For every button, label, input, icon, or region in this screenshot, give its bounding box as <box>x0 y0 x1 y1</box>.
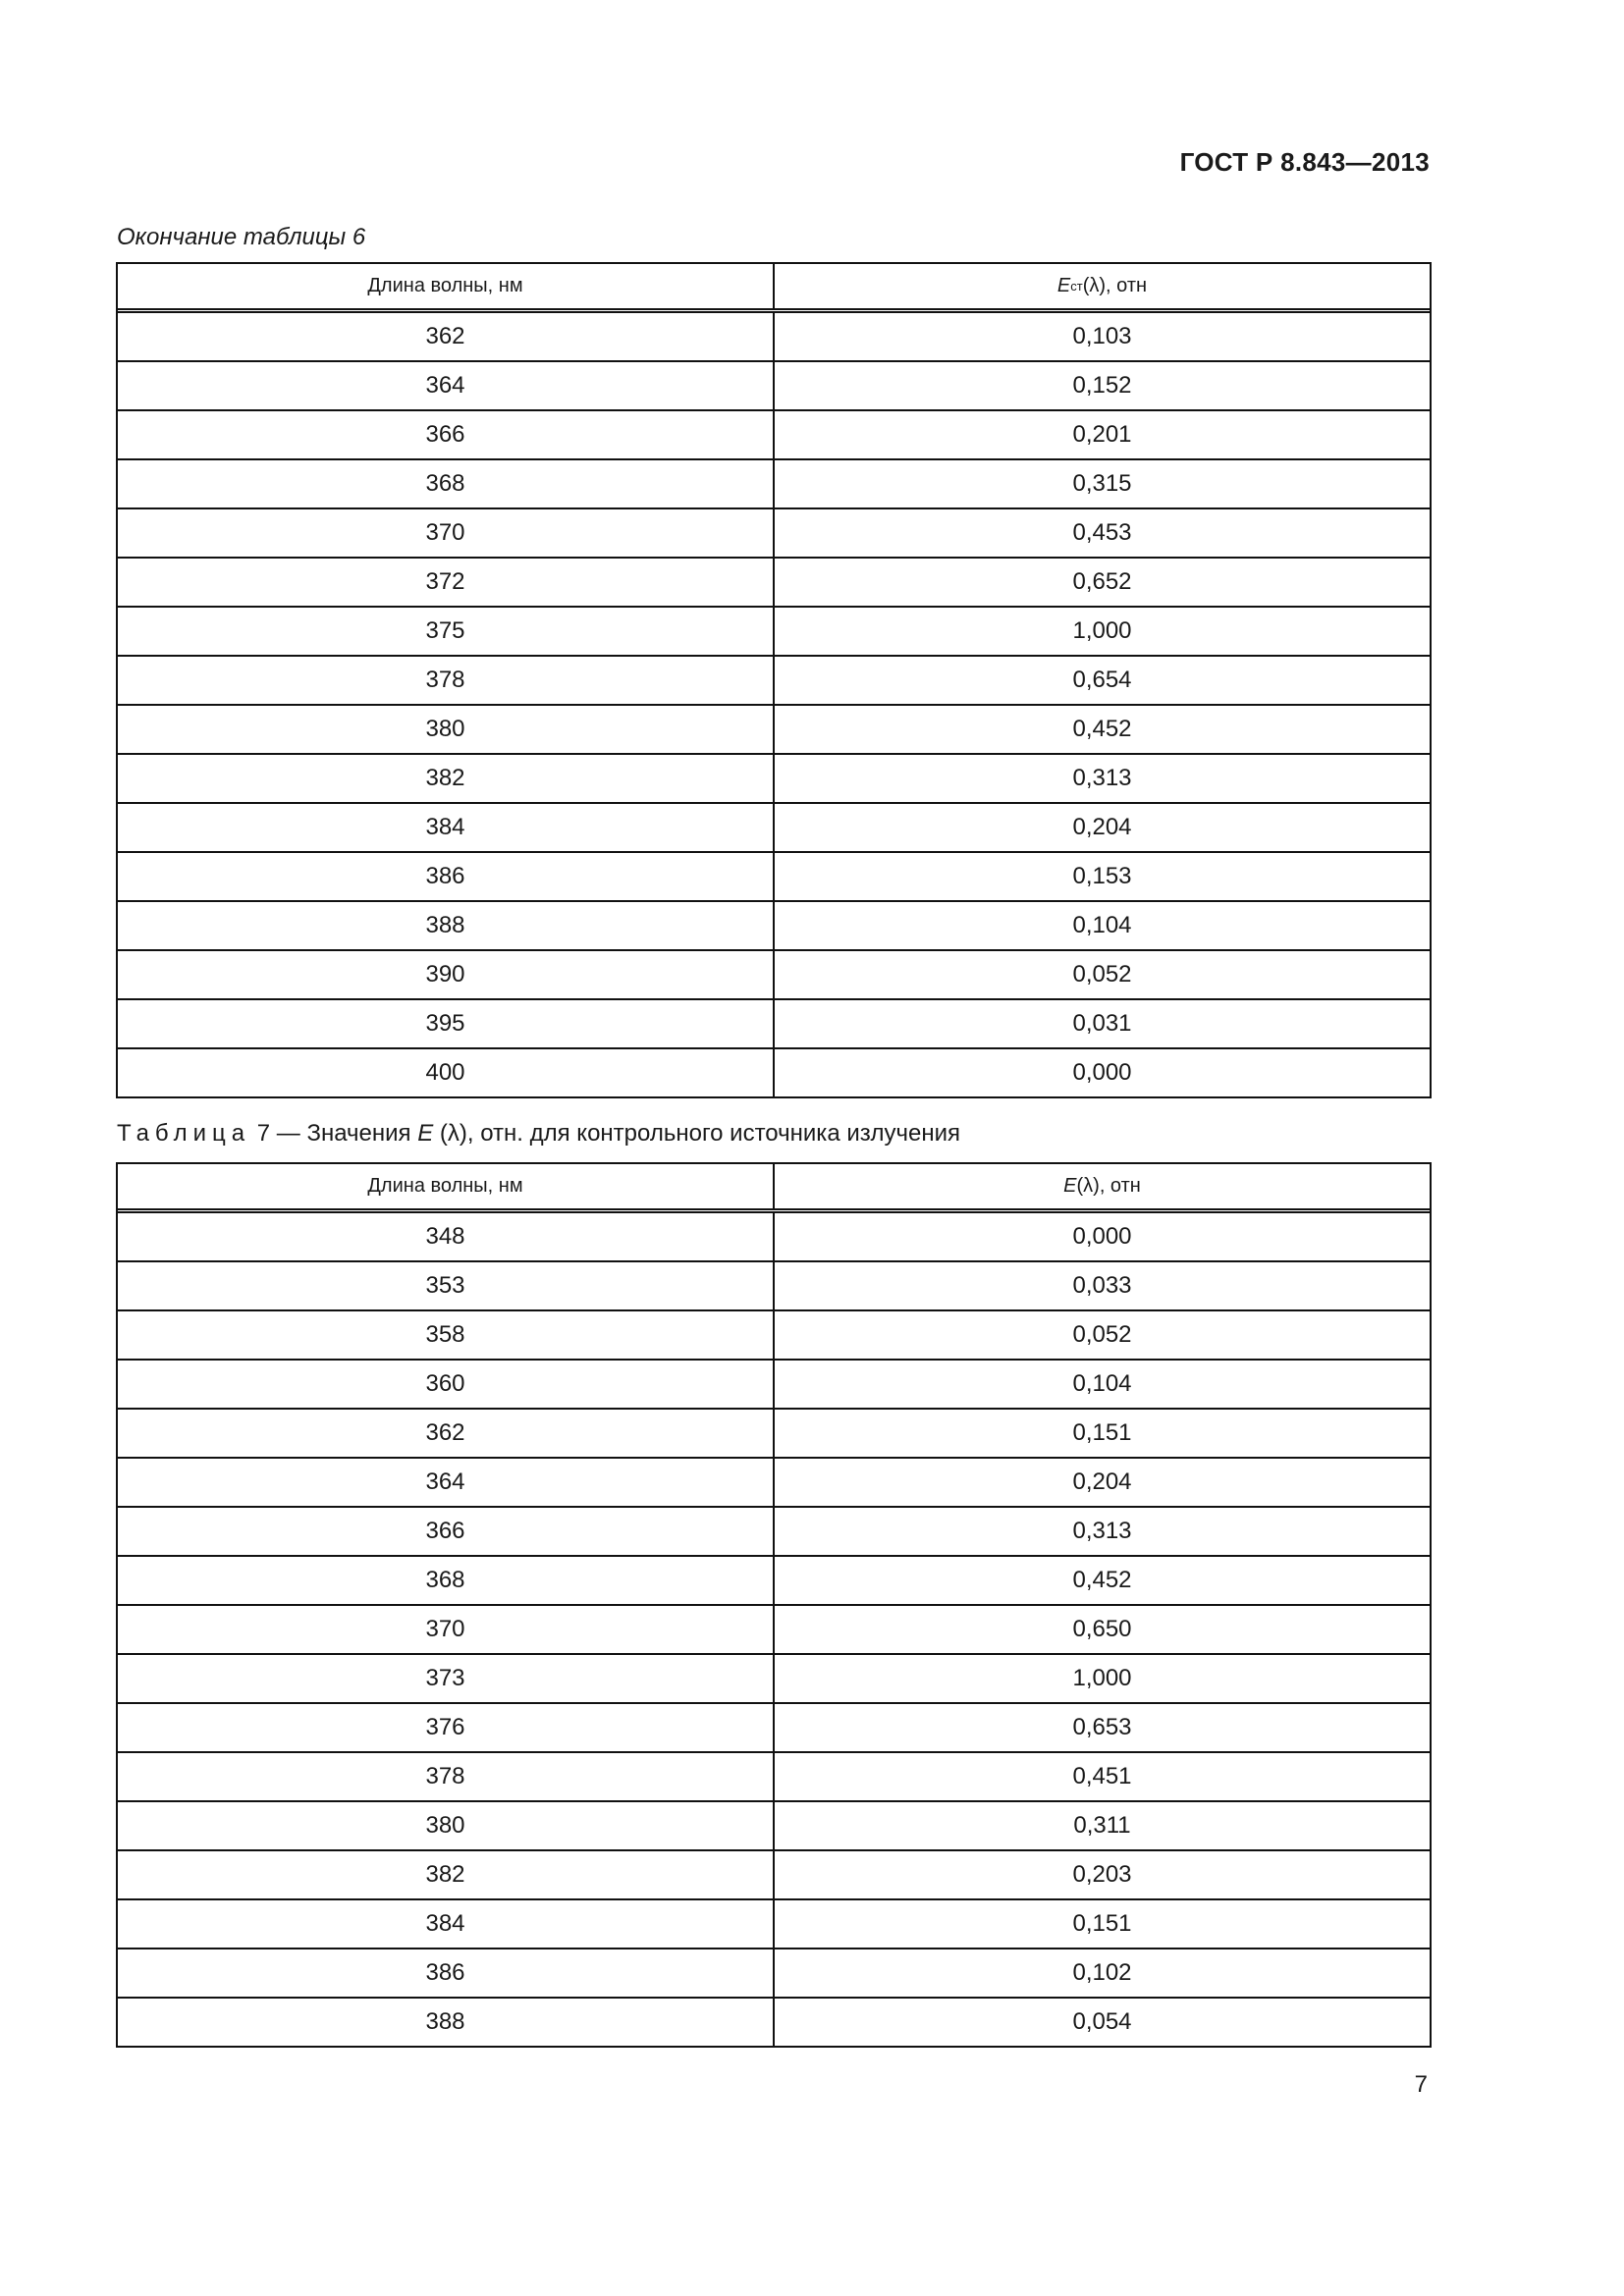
wavelength-cell: 358 <box>425 1321 465 1348</box>
table6-header-row <box>118 264 1430 313</box>
value-cell: 1,000 <box>773 608 1430 655</box>
wavelength-cell: 376 <box>425 1714 465 1740</box>
wavelength-cell: 388 <box>425 2008 465 2035</box>
table-row <box>118 557 1430 606</box>
wavelength-cell: 386 <box>425 863 465 889</box>
wavelength-cell: 368 <box>425 1567 465 1593</box>
table7-caption-rest: (λ), отн. для контрольного источника излучения <box>433 1120 960 1147</box>
value-cell: 0,451 <box>773 1753 1430 1800</box>
value-cell: 0,000 <box>773 1049 1430 1096</box>
table-row <box>118 1359 1430 1408</box>
value-cell: 0,153 <box>773 853 1430 900</box>
table-row <box>118 1948 1430 1997</box>
table7-header-wavelength: Длина волны, нм <box>367 1175 523 1197</box>
value-cell: 0,313 <box>773 1508 1430 1555</box>
table-row <box>118 1898 1430 1948</box>
value-cell: 0,311 <box>773 1802 1430 1849</box>
value-cell: 0,652 <box>773 559 1430 606</box>
value-cell: 0,103 <box>773 313 1430 360</box>
table-row <box>118 1702 1430 1751</box>
table7-caption-label: Таблица <box>117 1120 251 1147</box>
value-cell: 0,052 <box>773 1311 1430 1359</box>
wavelength-cell: 348 <box>425 1223 465 1250</box>
value-cell: 0,452 <box>773 1557 1430 1604</box>
table-row <box>118 1555 1430 1604</box>
table-row <box>118 1213 1430 1260</box>
table7-caption-symbol: E <box>417 1120 434 1147</box>
wavelength-cell: 368 <box>425 470 465 497</box>
wavelength-cell: 382 <box>425 765 465 791</box>
table-row <box>118 704 1430 753</box>
value-cell: 0,151 <box>773 1410 1430 1457</box>
table-row <box>118 507 1430 557</box>
wavelength-cell: 362 <box>425 323 465 349</box>
table-row <box>118 458 1430 507</box>
table-row <box>118 1408 1430 1457</box>
page-number: 7 <box>1414 2071 1428 2098</box>
wavelength-cell: 378 <box>425 1763 465 1789</box>
wavelength-cell: 372 <box>425 568 465 595</box>
wavelength-cell: 380 <box>425 1812 465 1839</box>
table-row <box>118 753 1430 802</box>
wavelength-cell: 380 <box>425 716 465 742</box>
table6-body <box>118 313 1430 1096</box>
table-row <box>118 1604 1430 1653</box>
wavelength-cell: 395 <box>425 1010 465 1037</box>
table7-caption <box>117 1120 960 1148</box>
value-cell: 0,204 <box>773 804 1430 851</box>
value-cell: 0,653 <box>773 1704 1430 1751</box>
value-cell: 0,654 <box>773 657 1430 704</box>
wavelength-cell: 366 <box>425 1518 465 1544</box>
table-row <box>118 655 1430 704</box>
table-row <box>118 1309 1430 1359</box>
table-row <box>118 409 1430 458</box>
wavelength-cell: 386 <box>425 1959 465 1986</box>
wavelength-cell: 378 <box>425 667 465 693</box>
wavelength-cell: 364 <box>425 372 465 399</box>
irradiance-unit: (λ), отн <box>1076 1175 1141 1197</box>
table-row <box>118 1457 1430 1506</box>
value-cell: 0,052 <box>773 951 1430 998</box>
table-row <box>118 802 1430 851</box>
irradiance-symbol: E <box>1056 275 1071 296</box>
table-row <box>118 1047 1430 1096</box>
value-cell: 0,452 <box>773 706 1430 753</box>
value-cell: 0,453 <box>773 509 1430 557</box>
wavelength-cell: 360 <box>425 1370 465 1397</box>
table7-header-irradiance <box>773 1164 1430 1208</box>
table7-caption-number: 7 — Значения <box>250 1120 418 1147</box>
table-row <box>118 360 1430 409</box>
value-cell: 0,313 <box>773 755 1430 802</box>
wavelength-cell: 370 <box>425 519 465 546</box>
irradiance-symbol: E <box>1063 1175 1077 1197</box>
value-cell: 0,201 <box>773 411 1430 458</box>
value-cell: 0,033 <box>773 1262 1430 1309</box>
table6-header-irradiance <box>773 264 1430 308</box>
table6-continuation-caption: Окончание таблицы 6 <box>117 224 366 250</box>
value-cell: 0,054 <box>773 1999 1430 2046</box>
value-cell: 0,204 <box>773 1459 1430 1506</box>
table-row <box>118 606 1430 655</box>
wavelength-cell: 373 <box>425 1665 465 1691</box>
value-cell: 0,031 <box>773 1000 1430 1047</box>
table7-header-row <box>118 1164 1430 1213</box>
table-row <box>118 1506 1430 1555</box>
table-row <box>118 851 1430 900</box>
value-cell: 0,104 <box>773 902 1430 949</box>
irradiance-unit: (λ), отн <box>1082 275 1148 296</box>
wavelength-cell: 364 <box>425 1468 465 1495</box>
value-cell: 0,000 <box>773 1213 1430 1260</box>
wavelength-cell: 366 <box>425 421 465 448</box>
table-row <box>118 1800 1430 1849</box>
wavelength-cell: 390 <box>425 961 465 988</box>
table-row <box>118 1653 1430 1702</box>
wavelength-cell: 384 <box>425 814 465 840</box>
value-cell: 0,104 <box>773 1361 1430 1408</box>
wavelength-cell: 388 <box>425 912 465 938</box>
value-cell: 0,151 <box>773 1900 1430 1948</box>
document-code: ГОСТ Р 8.843—2013 <box>1179 147 1430 177</box>
wavelength-cell: 384 <box>425 1910 465 1937</box>
table-row <box>118 1849 1430 1898</box>
wavelength-cell: 370 <box>425 1616 465 1642</box>
wavelength-cell: 382 <box>425 1861 465 1888</box>
value-cell: 0,102 <box>773 1949 1430 1997</box>
table-6 <box>116 262 1432 1098</box>
table-row <box>118 1997 1430 2046</box>
table-row <box>118 998 1430 1047</box>
wavelength-cell: 353 <box>425 1272 465 1299</box>
irradiance-superscript: ст <box>1070 279 1083 294</box>
value-cell: 0,650 <box>773 1606 1430 1653</box>
wavelength-cell: 362 <box>425 1419 465 1446</box>
table-row <box>118 1260 1430 1309</box>
table-7 <box>116 1162 1432 2048</box>
table-row <box>118 900 1430 949</box>
table-row <box>118 949 1430 998</box>
wavelength-cell: 375 <box>425 617 465 644</box>
table7-body <box>118 1213 1430 2046</box>
value-cell: 1,000 <box>773 1655 1430 1702</box>
wavelength-cell: 400 <box>425 1059 465 1086</box>
value-cell: 0,315 <box>773 460 1430 507</box>
value-cell: 0,203 <box>773 1851 1430 1898</box>
table-row <box>118 1751 1430 1800</box>
table6-header-wavelength: Длина волны, нм <box>367 275 523 296</box>
table-row <box>118 313 1430 360</box>
value-cell: 0,152 <box>773 362 1430 409</box>
